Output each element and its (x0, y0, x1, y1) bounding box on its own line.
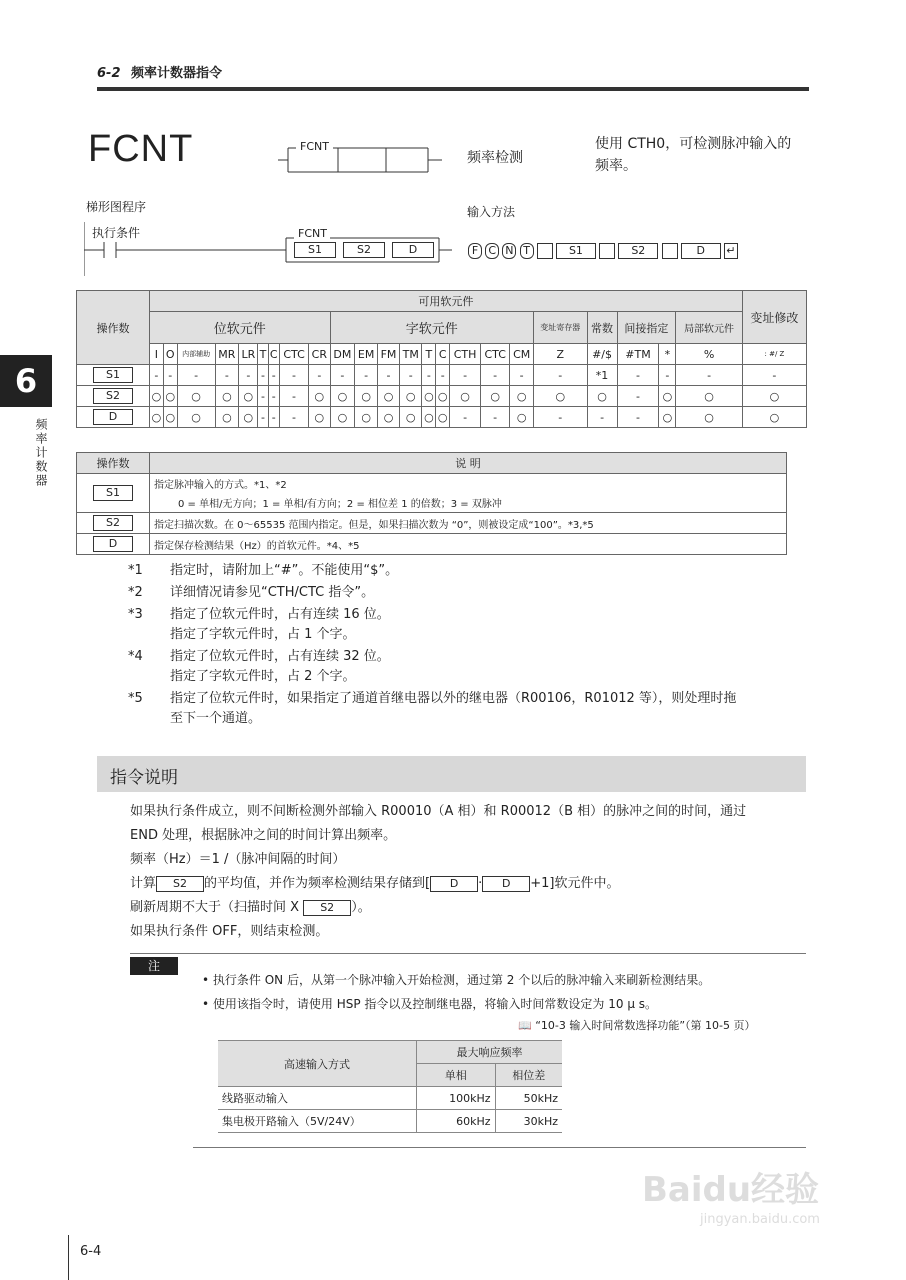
desc-row (77, 513, 787, 534)
desc-row-text: 指定扫描次数。在 0～65535 范围内指定。但是，如果扫描次数为 “0”，则被设定成“100”。*3,*5 (150, 513, 787, 534)
desc-rows (77, 474, 787, 555)
device-row (77, 386, 807, 407)
device-cell: - (268, 407, 279, 428)
device-col-header: EM (355, 344, 378, 365)
device-cell: ○ (177, 407, 215, 428)
footnote-cont: 指定了字软元件时，占 1 个字。 (170, 627, 356, 642)
key-s2: S2 (618, 243, 658, 259)
section-bar (97, 756, 806, 792)
desc-row (77, 474, 787, 513)
device-col-header: O (163, 344, 177, 365)
device-cell: - (355, 365, 378, 386)
device-cell: - (422, 365, 436, 386)
device-col-header: CR (309, 344, 330, 365)
device-row (77, 407, 807, 428)
speed-row (218, 1110, 562, 1133)
footnote: *3 指定了位软元件时，占有连续 16 位。 (128, 607, 390, 622)
avail-devices: 可用软元件 (150, 291, 743, 312)
key-f: F (468, 243, 482, 259)
device-cell: - (309, 365, 330, 386)
device-cell: - (742, 365, 806, 386)
device-cell: ○ (355, 407, 378, 428)
key-space (599, 243, 615, 259)
box-d: D (430, 876, 478, 892)
footnote: *1 指定时，请附加上“#”。不能使用“$”。 (128, 563, 399, 578)
device-cell: ○ (378, 386, 400, 407)
device-cell: - (279, 386, 308, 407)
box-d: D (482, 876, 530, 892)
device-column-row (77, 344, 807, 365)
device-cell: - (617, 386, 659, 407)
key-d: D (681, 243, 721, 259)
ladder-label: 梯形图程序 (86, 200, 147, 214)
device-cell: - (215, 365, 239, 386)
index-register: 变址寄存器 (534, 312, 588, 344)
device-col-header: C (268, 344, 279, 365)
note-bullet-1-text: 执行条件 ON 后，从第一个脉冲输入开始检测，通过第 2 个以后的脉冲输入来刷新检测结果。 (212, 973, 711, 987)
para-5: 如果执行条件 OFF，则结束检测。 (130, 924, 329, 939)
device-cell: ○ (676, 386, 743, 407)
desc-table-wrap (76, 452, 787, 555)
device-col-header: : #/ Z (742, 344, 806, 365)
speed-table-wrap (218, 1040, 562, 1133)
device-cell: - (617, 407, 659, 428)
device-cell: - (450, 365, 481, 386)
device-cell: ○ (150, 386, 164, 407)
indirect-header: 间接指定 (617, 312, 676, 344)
device-col-header: TM (399, 344, 421, 365)
speed-cell: 100kHz (417, 1087, 496, 1110)
device-col-header: 内部辅助 (177, 344, 215, 365)
speed-cell: 50kHz (495, 1087, 562, 1110)
desc-row-operand: D (77, 534, 150, 555)
section-number: 6-2 (97, 66, 121, 81)
device-cell: - (279, 365, 308, 386)
device-cell: ○ (481, 386, 510, 407)
device-cell: - (268, 386, 279, 407)
para-4a: 刷新周期不大于（扫描时间 X (130, 900, 300, 915)
device-cell: ○ (330, 407, 355, 428)
instruction-name-cn: 频率检测 (467, 150, 523, 166)
device-cell: ○ (399, 407, 421, 428)
device-cell: - (534, 365, 588, 386)
speed-table (218, 1040, 562, 1133)
watermark-logo: Baidu经验 (642, 1170, 820, 1210)
device-cell: ○ (330, 386, 355, 407)
device-row-operand: S2 (77, 386, 150, 407)
device-cell: - (150, 365, 164, 386)
ladder-op-d: D (392, 242, 434, 258)
footnotes (128, 560, 808, 730)
note-bullet-2: • 使用该指令时，请使用 HSP 指令以及控制继电器，将输入时间常数设定为 10 μ s。 (202, 997, 658, 1011)
device-cell: ○ (587, 386, 617, 407)
device-cell: - (450, 407, 481, 428)
device-cell: ○ (742, 407, 806, 428)
device-cell: ○ (215, 386, 239, 407)
device-cell: *1 (587, 365, 617, 386)
device-cell: ○ (215, 407, 239, 428)
speed-col-mode: 高速输入方式 (218, 1041, 417, 1087)
note-bullet-2-text: 使用该指令时，请使用 HSP 指令以及控制继电器，将输入时间常数设定为 10 μ s。 (212, 997, 658, 1011)
device-cell: - (239, 365, 258, 386)
device-cell: ○ (355, 386, 378, 407)
footnote: *2 详细情况请参见“CTH/CTC 指令”。 (128, 585, 375, 600)
header (97, 62, 222, 81)
note-bullet-1: • 执行条件 ON 后，从第一个脉冲输入开始检测，通过第 2 个以后的脉冲输入来刷新检测结果。 (202, 973, 711, 987)
device-col-header: I (150, 344, 164, 365)
local-header: 局部软元件 (676, 312, 743, 344)
speed-cell: 60kHz (417, 1110, 496, 1133)
key-n: N (502, 243, 516, 259)
chapter-label: 频率计数器 (34, 418, 48, 488)
device-col-header: DM (330, 344, 355, 365)
para-2: 频率（Hz）＝1 /（脉冲间隔的时间） (130, 852, 346, 867)
device-cell: - (399, 365, 421, 386)
speed-col-single: 单相 (417, 1064, 496, 1087)
page-number: 6-4 (80, 1244, 102, 1259)
word-devices: 字软元件 (330, 312, 534, 344)
device-cell: ○ (450, 386, 481, 407)
enter-icon: ↵ (724, 243, 738, 259)
device-rows (77, 365, 807, 428)
para-4b: ）。 (351, 900, 371, 915)
para-3: 计算 S2 的平均值，并作为频率检测结果存储到[ D · D +1]软元件中。 (130, 876, 620, 891)
para-4 (130, 896, 810, 920)
speed-col-phase: 相位差 (495, 1064, 562, 1087)
device-col-header: CTH (450, 344, 481, 365)
desc-row-text: 指定保存检测结果（Hz）的首软元件。*4、*5 (150, 534, 787, 555)
device-cell: - (659, 365, 676, 386)
para-3c: +1]软元件中。 (530, 876, 620, 891)
const-header: 常数 (587, 312, 617, 344)
desc-row-operand: S1 (77, 474, 150, 513)
device-col-header: #TM (617, 344, 659, 365)
section-body (130, 800, 810, 944)
footnote-cont: 指定了字软元件时，占 2 个字。 (170, 669, 356, 684)
box-s2: S2 (303, 900, 351, 916)
device-cell: ○ (309, 407, 330, 428)
note-reference (518, 1017, 756, 1033)
note-reference-text: “10-3 输入时间常数选择功能”（第 10-5 页） (535, 1019, 756, 1032)
instruction-symbol (278, 140, 444, 180)
device-cell: - (510, 365, 534, 386)
device-col-header: MR (215, 344, 239, 365)
device-cell: ○ (676, 407, 743, 428)
device-cell: - (279, 407, 308, 428)
device-row-operand: S1 (77, 365, 150, 386)
note-rule-bottom (193, 1147, 806, 1148)
device-cell: - (258, 365, 268, 386)
device-cell: ○ (510, 386, 534, 407)
device-table (76, 290, 807, 428)
box-s2: S2 (156, 876, 204, 892)
device-col-header: CM (510, 344, 534, 365)
key-s1: S1 (556, 243, 596, 259)
device-cell: ○ (436, 407, 450, 428)
device-cell: ○ (399, 386, 421, 407)
device-cell: - (481, 407, 510, 428)
device-cell: ○ (378, 407, 400, 428)
device-cell: - (676, 365, 743, 386)
exec-condition: 执行条件 (92, 226, 141, 240)
chapter-tab: 6 (0, 355, 52, 407)
input-label: 输入方法 (467, 205, 516, 219)
device-col-header: C (436, 344, 450, 365)
device-cell: - (534, 407, 588, 428)
bit-devices: 位软元件 (150, 312, 331, 344)
device-cell: - (163, 365, 177, 386)
device-col-header: CTC (481, 344, 510, 365)
speed-cell: 线路驱动输入 (218, 1087, 417, 1110)
key-space (662, 243, 678, 259)
device-cell: - (330, 365, 355, 386)
device-table-wrap (76, 290, 807, 428)
para-3a: 计算 (130, 876, 157, 891)
device-row-operand: D (77, 407, 150, 428)
device-cell: ○ (239, 386, 258, 407)
key-space (537, 243, 553, 259)
device-cell: - (436, 365, 450, 386)
speed-cell: 30kHz (495, 1110, 562, 1133)
footnote: *5 指定了位软元件时，如果指定了通道首继电器以外的继电器（R00106，R01012 等），则处理时拖 (128, 691, 737, 706)
instruction-name: FCNT (88, 128, 194, 170)
device-col-header: CTC (279, 344, 308, 365)
col-operand: 操作数 (77, 291, 150, 365)
desc-table (76, 452, 787, 555)
device-col-header: LR (239, 344, 258, 365)
ladder-op-s1: S1 (294, 242, 336, 258)
section-title: 频率计数器指令 (131, 66, 223, 81)
device-col-header: T (258, 344, 268, 365)
device-cell: ○ (659, 386, 676, 407)
book-icon: 📖 (518, 1019, 532, 1032)
device-cell: ○ (742, 386, 806, 407)
desc-col-desc: 说 明 (150, 453, 787, 474)
device-cell: - (258, 386, 268, 407)
device-col-header: % (676, 344, 743, 365)
device-cell: ○ (163, 407, 177, 428)
device-cell: ○ (150, 407, 164, 428)
device-cell: ○ (510, 407, 534, 428)
watermark-url: jingyan.baidu.com (700, 1212, 820, 1227)
device-cell: ○ (422, 407, 436, 428)
symbol-label: FCNT (300, 140, 329, 153)
ladder-op-s2: S2 (343, 242, 385, 258)
footnote: *4 指定了位软元件时，占有连续 32 位。 (128, 649, 390, 664)
note-bullets (202, 968, 802, 1016)
device-cell: - (258, 407, 268, 428)
desc-row-text: 指定脉冲输入的方式。*1、*2 0 = 单相/无方向；1 = 单相/有方向；2 = 相位差 1 的倍数；3 = 双脉冲 (150, 474, 787, 513)
note-label: 注 (130, 957, 178, 975)
instruction-summary: 使用 CTH0，可检测脉冲输入的频率。 (595, 136, 792, 174)
ladder-diagram (84, 222, 454, 278)
device-cell: - (177, 365, 215, 386)
speed-row (218, 1087, 562, 1110)
header-rule (97, 87, 809, 91)
device-cell: ○ (534, 386, 588, 407)
para-1: 如果执行条件成立，则不间断检测外部输入 R00010（A 相）和 R00012（B 相）的脉冲之间的时间，通过 (130, 804, 747, 819)
device-cell: - (378, 365, 400, 386)
device-col-header: #/$ (587, 344, 617, 365)
input-method (468, 243, 738, 259)
key-t: T (520, 243, 534, 259)
device-cell: - (617, 365, 659, 386)
speed-col-freq: 最大响应频率 (417, 1041, 563, 1064)
device-col-header: T (422, 344, 436, 365)
device-cell: ○ (163, 386, 177, 407)
device-col-header: * (659, 344, 676, 365)
footnote-cont: 至下一个通道。 (170, 711, 262, 726)
speed-rows (218, 1087, 562, 1133)
device-cell: ○ (659, 407, 676, 428)
speed-cell: 集电极开路输入（5V/24V） (218, 1110, 417, 1133)
device-cell: ○ (177, 386, 215, 407)
note-rule-top (130, 953, 806, 954)
key-c: C (485, 243, 499, 259)
device-cell: - (268, 365, 279, 386)
device-cell: - (587, 407, 617, 428)
device-row (77, 365, 807, 386)
footer-rule (68, 1235, 69, 1280)
para-3b: 的平均值，并作为频率检测结果存储到[ (204, 876, 431, 891)
device-cell: ○ (436, 386, 450, 407)
device-cell: - (481, 365, 510, 386)
device-col-header: FM (378, 344, 400, 365)
section-title-main: 指令说明 (110, 768, 178, 788)
desc-row (77, 534, 787, 555)
index-mod: 变址修改 (742, 291, 806, 344)
para-1b: END 处理，根据脉冲之间的时间计算出频率。 (130, 828, 397, 843)
desc-row-operand: S2 (77, 513, 150, 534)
device-col-header: Z (534, 344, 588, 365)
device-cell: ○ (239, 407, 258, 428)
desc-col-op: 操作数 (77, 453, 150, 474)
device-cell: ○ (422, 386, 436, 407)
device-cell: ○ (309, 386, 330, 407)
ladder-fcnt-label: FCNT (298, 227, 327, 240)
